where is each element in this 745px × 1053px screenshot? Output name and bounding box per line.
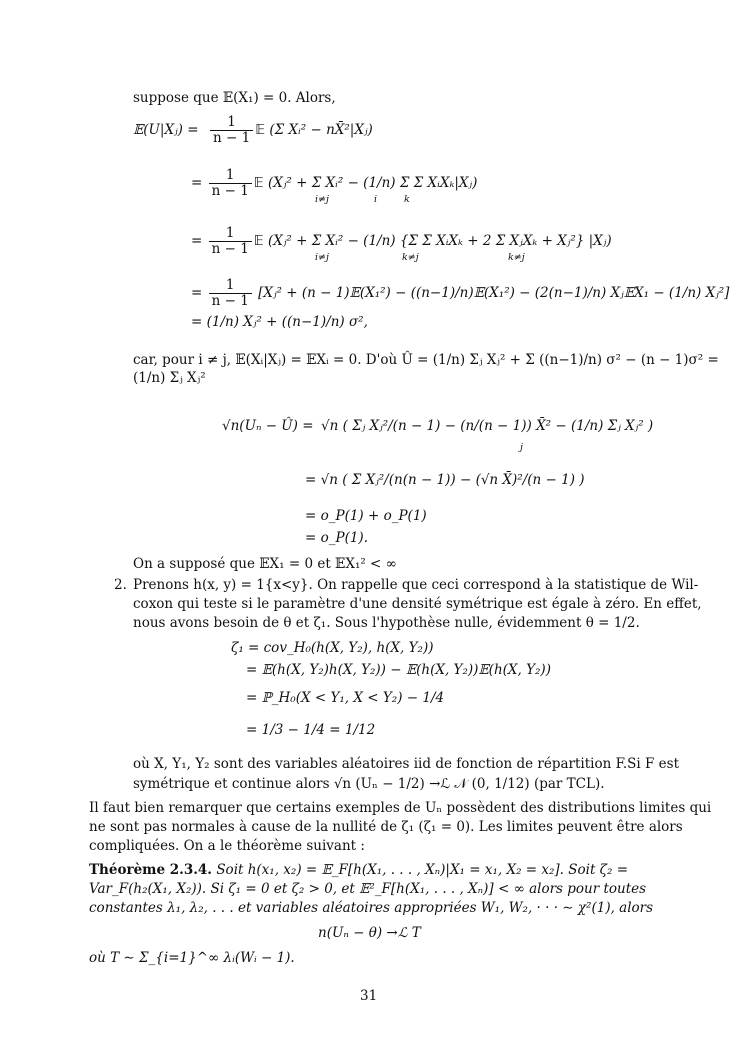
theorem-display: n(Uₙ − θ) →ℒ T [318, 925, 421, 941]
eq1-sub-i: i [374, 194, 378, 205]
item-2-text-3: nous avons besoin de θ et ζ₁. Sous l'hypothèse nulle, évidemment θ = 1/2. [133, 615, 640, 631]
eq3-row-1 [231, 640, 433, 656]
eq1-row-5-body: (1/n) Xⱼ² + ((n−1)/n) σ², [206, 314, 368, 330]
car-line-2: (1/n) Σⱼ Xⱼ² [133, 370, 206, 386]
eq2-row-1: √n ( Σⱼ Xⱼ²/(n − 1) − (n/(n − 1)) X̄² − (1/n) Σⱼ Xⱼ² ) [321, 418, 654, 434]
eq3-row-1-body: cov_H₀(h(X, Y₂), h(X, Y₂)) [263, 640, 434, 656]
theorem-text-3: constantes λ₁, λ₂, . . . et variables aléatoires appropriées W₁, W₂, · · · ∼ χ²(1), alors [89, 900, 654, 916]
eq1-row-4: = $\frac{1}{n - 1}$ [Xⱼ² + (n − 1)𝔼(X₁²) − ((n−1)/n)𝔼(X₁²) − (2(n−1)/n) Xⱼ𝔼X₁ − (1/n) Xⱼ²] [191, 277, 730, 309]
eq1-row-3: = $\frac{1}{n - 1}$ 𝔼 (Xⱼ² + Σ Xᵢ² − (1/n) {Σ Σ XᵢXₖ + 2 Σ XⱼXₖ + Xⱼ²} |Xⱼ) [191, 225, 612, 257]
theorem-text-1: Soit h(x₁, x₂) = 𝔼_F[h(X₁, . . . , Xₙ)|X₁ = x₁, X₂ = x₂]. Soit ζ₂ = [216, 862, 629, 878]
eq1-sub-k: k [404, 194, 410, 205]
where-line-2: symétrique et continue alors √n (Uₙ − 1/2) →ℒ 𝒩 (0, 1/12) (par TCL). [133, 776, 605, 792]
eq2-row-2-body: √n ( Σ Xⱼ²/(n(n − 1)) − (√n X̄)²/(n − 1) ) [320, 472, 585, 488]
eq1-lhs: 𝔼(U|Xⱼ) = [133, 122, 199, 138]
eq1-sub-ineqj-2: i≠j [315, 252, 329, 263]
eq2-lhs: √n(Uₙ − Û) = [222, 418, 314, 434]
eq3-row-2: = 𝔼(h(X, Y₂)h(X, Y₂)) − 𝔼(h(X, Y₂))𝔼(h(X, Y₂)) [246, 662, 551, 678]
eq3-row-2-body: 𝔼(h(X, Y₂)h(X, Y₂)) − 𝔼(h(X, Y₂))𝔼(h(X, Y₂)) [261, 662, 551, 678]
theorem-label: Théorème 2.3.4. [89, 862, 213, 878]
para-line-2: ne sont pas normales à cause de la nullité de ζ₁ (ζ₁ = 0). Les limites peuvent être alors [89, 819, 683, 835]
eq3-row-4: = 1/3 − 1/4 = 1/12 [246, 722, 376, 738]
theorem-where: où T ∼ Σ_{i=1}^∞ λᵢ(Wᵢ − 1). [89, 950, 295, 966]
eq3-row-4-body: 1/3 − 1/4 = 1/12 [261, 722, 376, 738]
eq1-row-3-body: (Xⱼ² + Σ Xᵢ² − (1/n) {Σ Σ XᵢXₖ + 2 Σ XⱼXₖ + Xⱼ²} |Xⱼ) [267, 233, 612, 249]
eq2-row-3-body: o_P(1) + o_P(1) [320, 508, 427, 524]
theorem-text-2: Var_F(h₂(X₁, X₂)). Si ζ₁ = 0 et ζ₂ > 0, et 𝔼²_F[h(X₁, . . . , Xₙ)] < ∞ alors pour toutes [89, 881, 647, 897]
eq1-sub-ineqj-1: i≠j [315, 194, 329, 205]
eq1-row-2-body: (Xⱼ² + Σ Xᵢ² − (1/n) Σ Σ XᵢXₖ|Xⱼ) [267, 175, 478, 191]
eq3-row-3-body: ℙ_H₀(X < Y₁, X < Y₂) − 1/4 [261, 690, 445, 706]
item-2-text-1: Prenons h(x, y) = 1{x<y}. On rappelle que ceci correspond à la statistique de Wil- [133, 577, 699, 593]
assume-line: On a supposé que 𝔼X₁ = 0 et 𝔼X₁² < ∞ [133, 556, 397, 572]
car-line-1: car, pour i ≠ j, 𝔼(Xᵢ|Xⱼ) = 𝔼Xᵢ = 0. D'où Û = (1/n) Σⱼ Xⱼ² + Σ ((n−1)/n) σ² − (n − 1)σ² = [133, 352, 719, 368]
eq2-row-2: = √n ( Σ Xⱼ²/(n(n − 1)) − (√n X̄)²/(n − 1) ) [305, 472, 585, 488]
eq2-row-4: = o_P(1). [305, 530, 368, 546]
where-line-1: où X, Y₁, Y₂ sont des variables aléatoires iid de fonction de répartition F.Si F est [133, 756, 679, 772]
para-line-1: Il faut bien remarquer que certains exemples de Uₙ possèdent des distributions limites qui [89, 800, 712, 816]
eq3-lhs: ζ₁ = [231, 640, 264, 656]
eq1-sub-kneqj-2: k≠j [508, 252, 525, 263]
eq3-row-3: = ℙ_H₀(X < Y₁, X < Y₂) − 1/4 [246, 690, 445, 706]
eq1-row-1: $\frac{1}{n - 1}$ 𝔼 (Σ Xᵢ² − nX̄²|Xⱼ) [208, 115, 373, 146]
eq1-row-1-body: (Σ Xᵢ² − nX̄²|Xⱼ) [269, 122, 373, 138]
theorem-line-1 [89, 862, 628, 878]
item-2-text-2: coxon qui teste si le paramètre d'une densité symétrique est égale à zéro. En effet, [133, 596, 702, 612]
item-2-number: 2. [114, 577, 127, 593]
eq2-row-3: = o_P(1) + o_P(1) [305, 508, 427, 524]
para-line-3: compliquées. On a le théorème suivant : [89, 838, 365, 854]
eq1-row-2: = $\frac{1}{n - 1}$ 𝔼 (Xⱼ² + Σ Xᵢ² − (1/n) Σ Σ XᵢXₖ|Xⱼ) [191, 167, 478, 199]
eq2-row-4-body: o_P(1). [320, 530, 368, 546]
intro-line: suppose que 𝔼(X₁) = 0. Alors, [133, 90, 336, 106]
eq2-sub-j: j [520, 442, 523, 453]
eq1-row-5: = (1/n) Xⱼ² + ((n−1)/n) σ², [191, 314, 368, 330]
page-number: 31 [360, 988, 378, 1004]
eq1-sub-kneqj-1: k≠j [402, 252, 419, 263]
eq1-row-4-body: [Xⱼ² + (n − 1)𝔼(X₁²) − ((n−1)/n)𝔼(X₁²) − (2(n−1)/n) Xⱼ𝔼X₁ − (1/n) Xⱼ²] [258, 285, 730, 301]
